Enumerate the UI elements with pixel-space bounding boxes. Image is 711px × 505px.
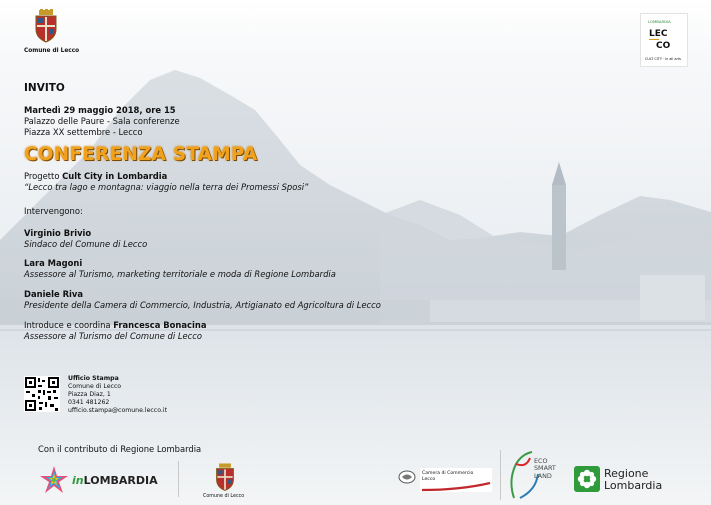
- regione-line1: Regione: [604, 467, 649, 480]
- camera-line1: Camera di Commercio: [422, 471, 474, 476]
- speaker-name: Daniele Riva: [24, 289, 84, 299]
- regione-line2: Lombardia: [604, 479, 663, 492]
- moderator-prefix: Introduce e coordina: [24, 320, 114, 330]
- press-office-title: Ufficio Stampa: [68, 375, 119, 382]
- project-prefix: Progetto: [24, 171, 63, 181]
- inlombardia-star-icon: [38, 466, 70, 494]
- speaker-role: Presidente della Camera di Commercio, Industria, Artigianato ed Agricoltura di Lecco: [24, 300, 381, 310]
- badge-lombardia-mark: LOMBARDIA: [648, 19, 671, 24]
- camera-commercio-emblem-icon: [398, 470, 416, 484]
- camera-commercio-logo: [420, 468, 492, 492]
- comune-lecco-crest-icon: [214, 462, 236, 492]
- regione-lombardia-wordmark: [604, 468, 662, 492]
- press-office-street: Piazza Diaz, 1: [68, 391, 111, 398]
- moderator-role: Assessore al Turismo del Comune di Lecco: [24, 331, 202, 341]
- press-office-email[interactable]: ufficio.stampa@comune.lecco.it: [68, 407, 167, 414]
- badge-lec: LEC: [649, 29, 668, 39]
- footer-separator: [500, 450, 501, 500]
- regione-lombardia-rose-icon: [574, 466, 600, 492]
- contribution-note: Con il contributo di Regione Lombardia: [38, 444, 202, 454]
- comune-lecco-crest-icon: [33, 9, 59, 43]
- eco-line1: ECO: [534, 457, 548, 465]
- speaker-name: Lara Magoni: [24, 258, 83, 268]
- qr-code-icon[interactable]: [24, 376, 60, 412]
- moderator-line: [24, 320, 207, 331]
- comune-footer-caption: Comune di Lecco: [203, 494, 245, 499]
- municipality-caption: Comune di Lecco: [24, 48, 80, 54]
- footer-separator: [178, 461, 179, 497]
- project-subtitle: “Lecco tra lago e montagna: viaggio nella terra dei Promessi Sposi”: [24, 182, 309, 192]
- project-name: Cult City in Lombardia: [62, 171, 168, 181]
- speaker-role: Sindaco del Comune di Lecco: [24, 239, 148, 249]
- speaker-role: Assessore al Turismo, marketing territoriale e moda di Regione Lombardia: [24, 269, 336, 279]
- moderator-name: Francesca Bonacina: [113, 320, 207, 330]
- inlombardia-wordmark: [72, 474, 158, 487]
- event-title: CONFERENZA STAMPA: [24, 144, 258, 165]
- badge-co: CO: [656, 41, 671, 51]
- badge-caption: CULT CITY · in all arts: [645, 57, 681, 61]
- invite-label: INVITO: [24, 82, 65, 94]
- camera-swoosh-icon: [420, 482, 492, 492]
- press-office-phone: 0341 481262: [68, 399, 110, 406]
- eco-line3: LAND: [534, 471, 552, 480]
- event-address: Piazza XX settembre - Lecco: [24, 127, 143, 137]
- camera-line2: Lecco: [422, 477, 436, 482]
- project-line: [24, 171, 167, 182]
- inlombardia-in: in: [72, 474, 84, 487]
- press-office-org: Comune di Lecco: [68, 383, 122, 390]
- event-venue: Palazzo delle Paure - Sala conferenze: [24, 116, 180, 126]
- speaker-name: Virginio Brivio: [24, 228, 92, 238]
- eco-line2: SMART: [534, 464, 556, 473]
- lecco-cult-city-badge: [640, 13, 688, 67]
- inlombardia-rest: LOMBARDIA: [83, 474, 158, 487]
- speakers-intro: Intervengono:: [24, 206, 83, 216]
- badge-divider: [649, 39, 659, 40]
- eco-smart-land-text: [534, 458, 556, 480]
- event-date: Martedì 29 maggio 2018, ore 15: [24, 105, 176, 115]
